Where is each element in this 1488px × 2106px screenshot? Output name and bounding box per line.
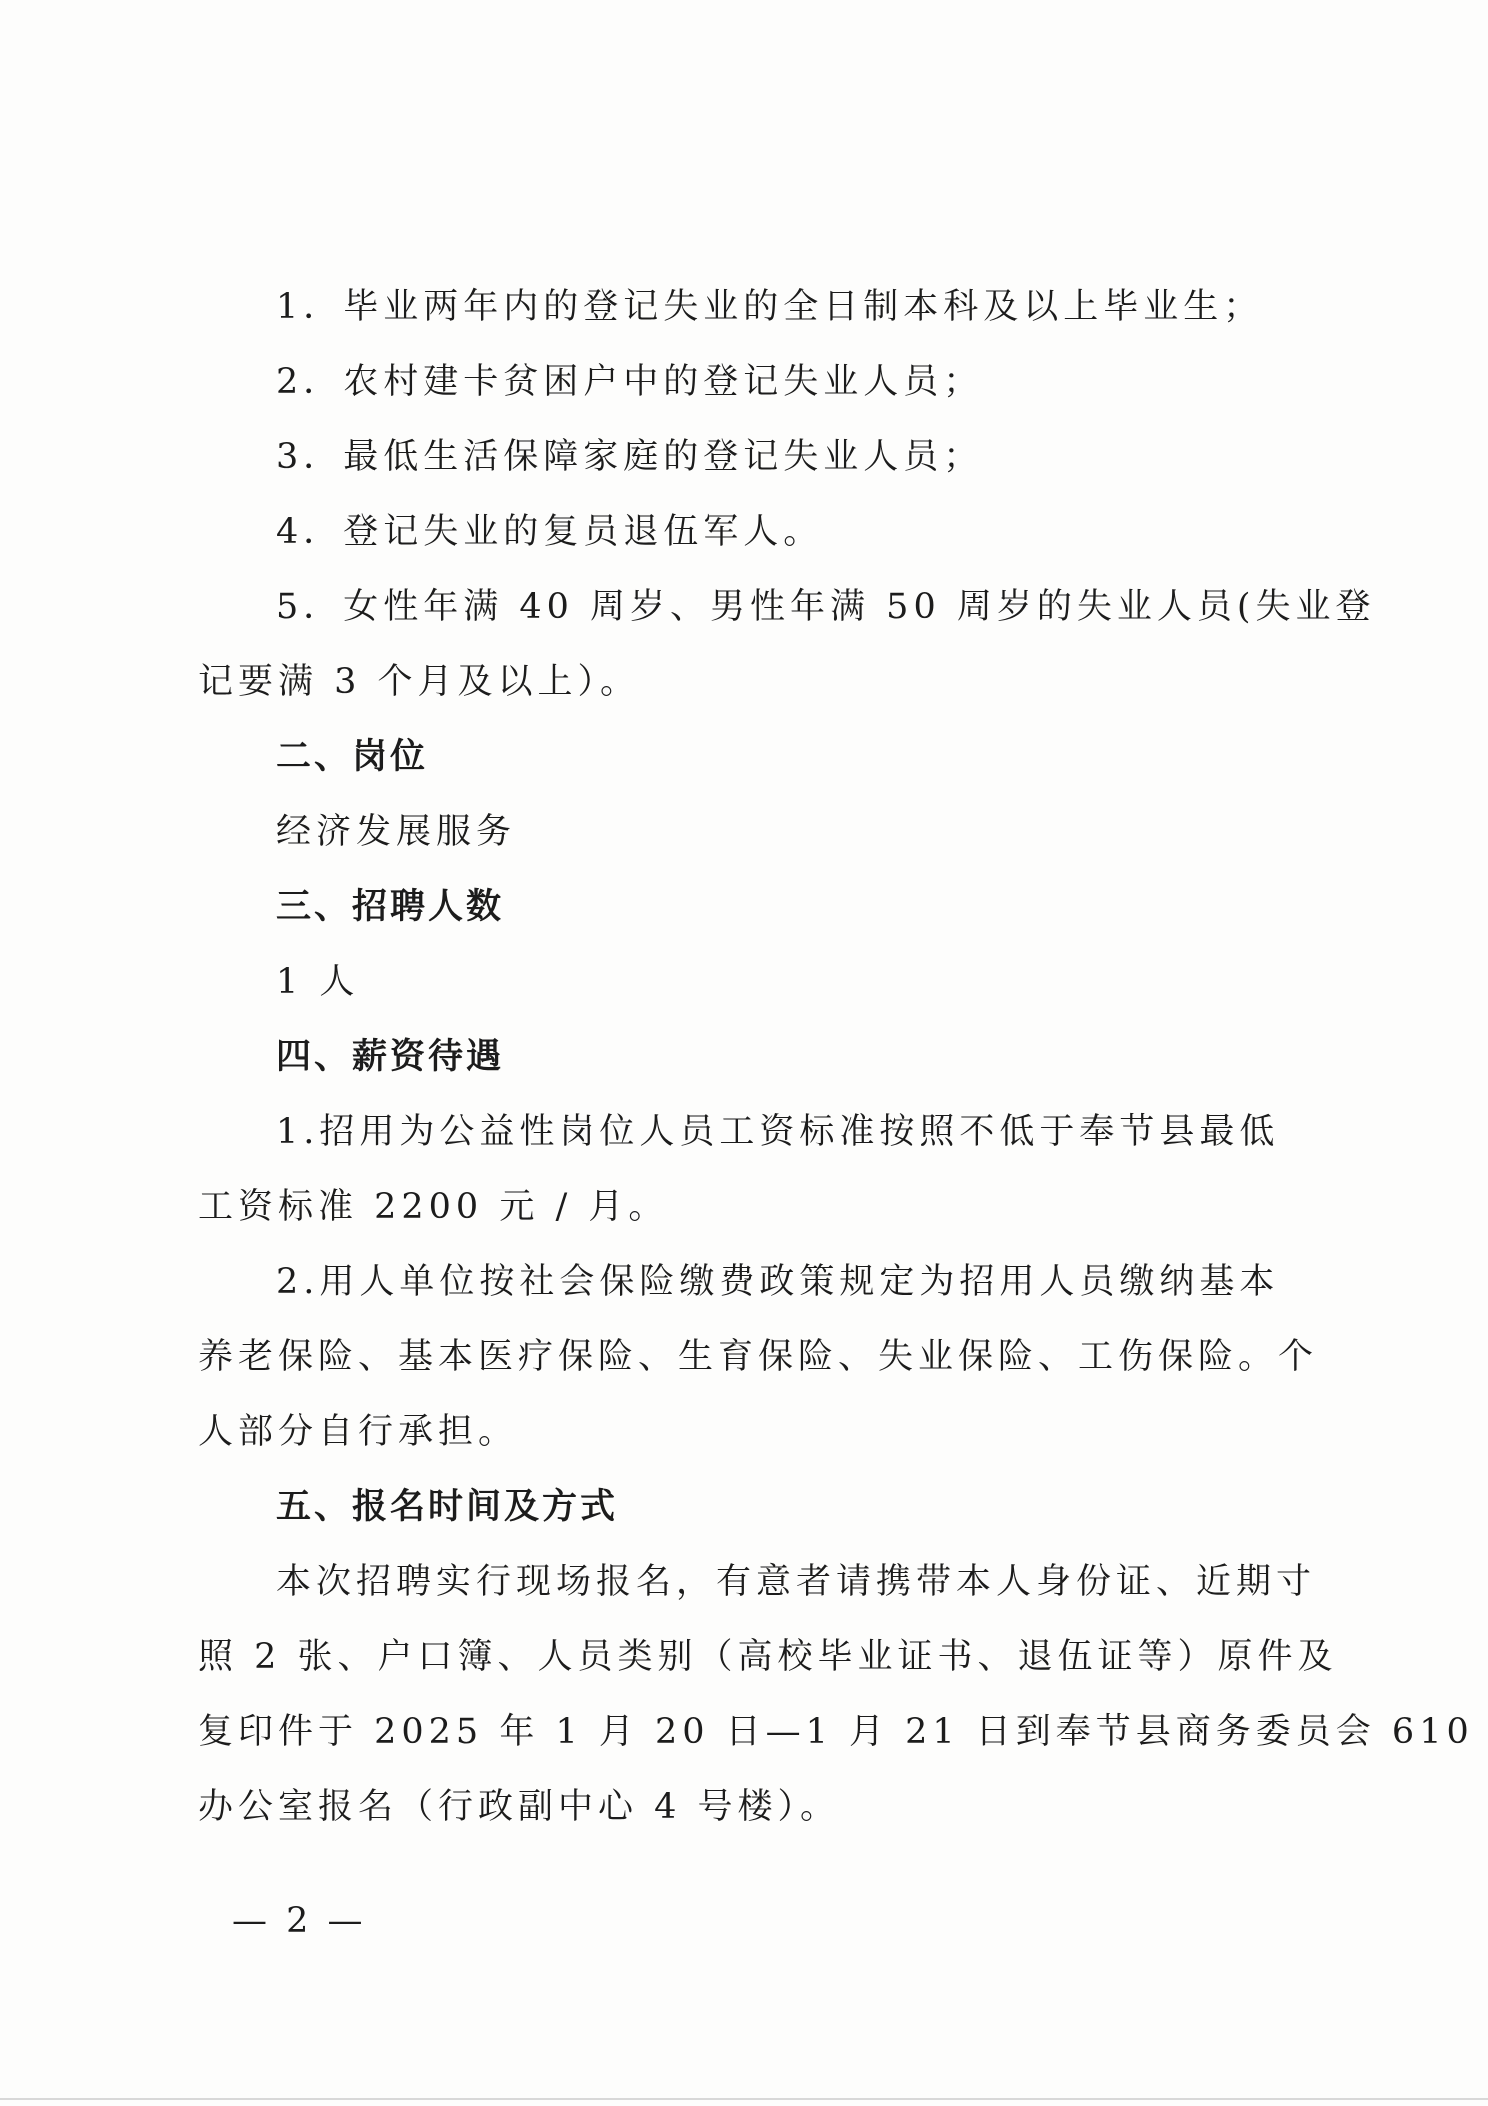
- section-heading-position: 二、岗位: [276, 737, 429, 777]
- headcount-text: 1 人: [276, 962, 360, 1002]
- criteria-item-3: 3．最低生活保障家庭的登记失业人员；: [276, 437, 984, 477]
- position-text: 经济发展服务: [276, 812, 517, 852]
- registration-line4: 办公室报名（行政副中心 4 号楼）。: [198, 1787, 841, 1827]
- section-heading-salary: 四、薪资待遇: [276, 1037, 505, 1077]
- criteria-item-1: 1．毕业两年内的登记失业的全日制本科及以上毕业生；: [276, 287, 1264, 327]
- scan-bottom-edge: [0, 2098, 1488, 2100]
- section-heading-registration: 五、报名时间及方式: [276, 1487, 619, 1527]
- salary-item-2-line3: 人部分自行承担。: [198, 1412, 519, 1452]
- registration-line3: 复印件于 2025 年 1 月 20 日—1 月 21 日到奉节县商务委员会 610: [198, 1712, 1474, 1752]
- registration-line1: 本次招聘实行现场报名，有意者请携带本人身份证、近期寸: [276, 1562, 1317, 1602]
- criteria-item-5-line1: 5．女性年满 40 周岁、男性年满 50 周岁的失业人员(失业登: [276, 587, 1376, 627]
- registration-line2: 照 2 张、户口簿、人员类别（高校毕业证书、退伍证等）原件及: [198, 1637, 1338, 1677]
- salary-item-1-line2: 工资标准 2200 元 / 月。: [198, 1187, 669, 1227]
- salary-item-2-line1: 2.用人单位按社会保险缴费政策规定为招用人员缴纳基本: [276, 1262, 1280, 1302]
- page-number: — 2 —: [232, 1901, 367, 1941]
- section-heading-headcount: 三、招聘人数: [276, 887, 505, 927]
- salary-item-1-line1: 1.招用为公益性岗位人员工资标准按照不低于奉节县最低: [276, 1112, 1280, 1152]
- criteria-item-5-line2: 记要满 3 个月及以上）。: [198, 662, 641, 702]
- salary-item-2-line2: 养老保险、基本医疗保险、生育保险、失业保险、工伤保险。个: [198, 1337, 1319, 1377]
- criteria-item-2: 2．农村建卡贫困户中的登记失业人员；: [276, 362, 984, 402]
- criteria-item-4: 4．登记失业的复员退伍军人。: [276, 512, 824, 552]
